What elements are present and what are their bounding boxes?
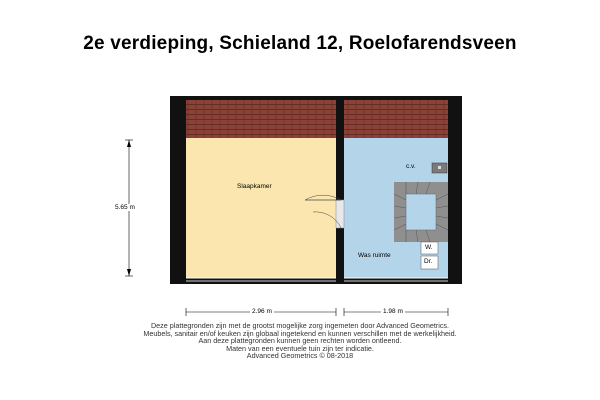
dimension-width-right-label: 1.98 m [383, 308, 403, 315]
roof-tiles-right [344, 100, 448, 138]
dimension-height-label: 5.65 m [115, 204, 135, 211]
cv-label: c.v. [406, 163, 416, 170]
bedroom-floor [186, 138, 336, 278]
disclaimer-line: Meubels, sanitair en/of keuken zijn globaal ingetekend en kunnen verschillen met de werkelijkheid. [143, 328, 457, 338]
room-label-bedroom: Slaapkamer [237, 183, 272, 190]
room-label-utility: Was ruimte [358, 252, 391, 259]
roof-tiles-left [186, 100, 336, 138]
dimension-horizontal [186, 308, 448, 316]
disclaimer-line: Aan deze plattegronden kunnen geen rechten worden ontleend. [198, 336, 402, 346]
door-opening [336, 200, 344, 228]
disclaimer-line: Maten van een eventuele tuin zijn ter indicatie. [226, 343, 374, 353]
staircase [394, 182, 448, 242]
disclaimer-line: Deze plattegronden zijn met de grootst mogelijke zorg ingemeten door Advanced Geometrics. [150, 321, 450, 330]
dryer-label: Dr. [424, 258, 433, 265]
disclaimer [0, 322, 600, 360]
washer-label: W. [425, 244, 433, 251]
dimension-width-left-label: 2.96 m [252, 308, 272, 315]
disclaimer-line: Advanced Geometrics © 08-2018 [246, 351, 354, 361]
page-title: 2e verdieping, Schieland 12, Roelofarendsveen [83, 33, 517, 54]
